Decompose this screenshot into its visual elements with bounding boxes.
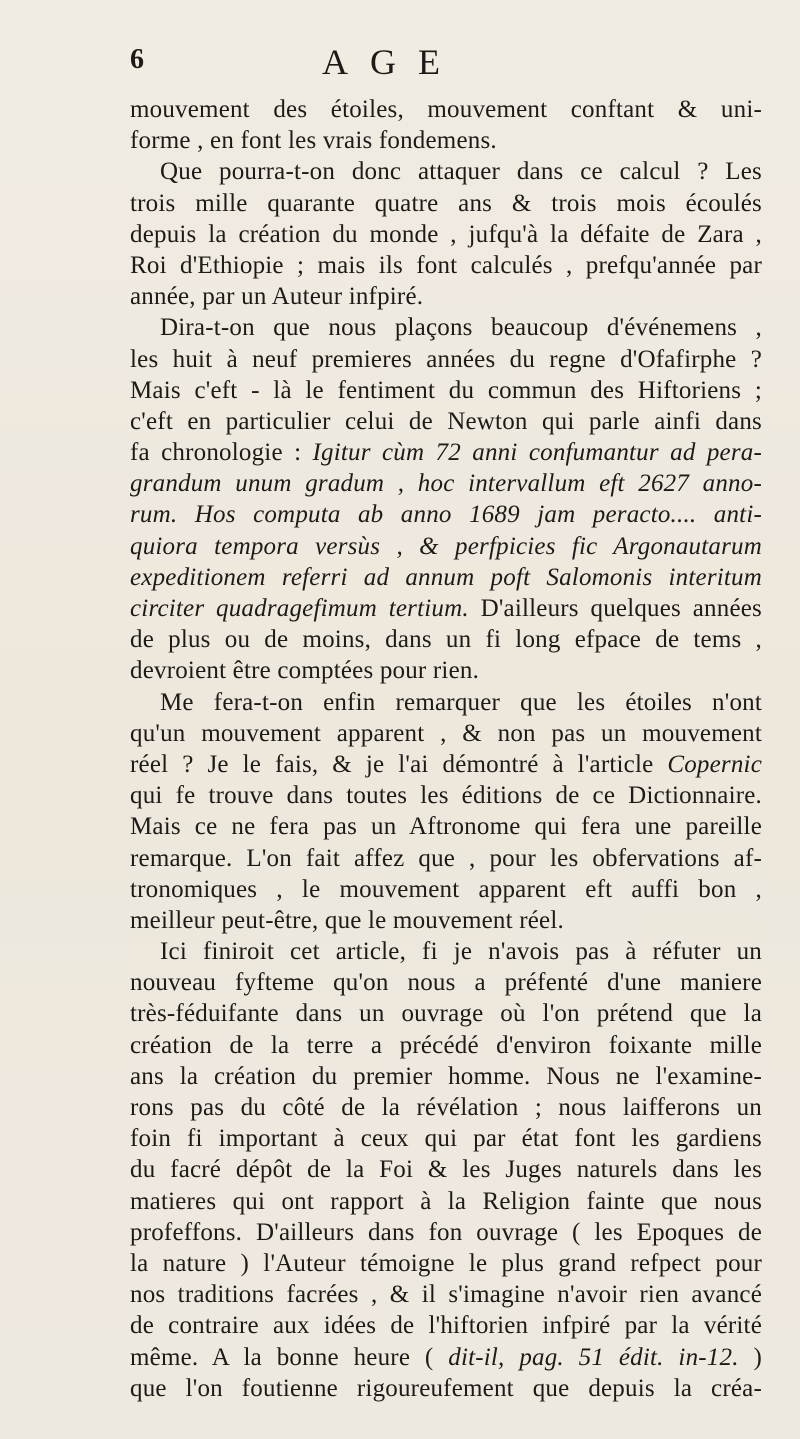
latin-quote-line: rum. Hos computa ab anno 1689 jam peracto.... anti- [130,501,762,529]
text-line: qui fe trouve dans toutes les éditions de ce Dictionnaire. [130,782,762,810]
paragraph [130,687,762,937]
text-line: de plus ou de moins, dans un fi long efpace de tems , [130,626,762,654]
text-line: foin fi important à ceux qui par état font les gardiens [130,1125,762,1153]
text-line: depuis la création du monde , jufqu'à la défaite de Zara , [130,220,762,248]
page-number: 6 [130,44,145,75]
text-line: même. A la bonne heure ( dit-il, pag. 51 édit. in-12. ) [130,1343,762,1371]
text-line: Dira-t-on que nous plaçons beaucoup d'événemens , [160,314,762,342]
text-line: création de la terre a précédé d'environ foixante mille [130,1031,762,1059]
text-line: Roi d'Ethiopie ; mais ils font calculés , prefqu'année par [130,251,762,279]
citation: dit-il, pag. 51 édit. in-12. [448,1343,739,1371]
text-line: trois mille quarante quatre ans & trois mois écoulés [130,189,762,217]
text-line: année, par un Auteur infpiré. [130,283,424,311]
latin-quote: Igitur cùm 72 anni confumantur ad pera- [312,439,762,467]
text-line: meilleur peut-être, que le mouvement réel. [130,906,564,934]
text-line: circiter quadragefimum tertium. D'ailleurs quelques années [130,595,762,622]
page-header [130,44,750,94]
text-line: Ici finiroit cet article, fi je n'avois pas à réfuter un [160,938,762,966]
text-line: remarque. L'on fait affez que , pour les obfervations af- [130,844,762,872]
text-line: Me fera-t-on enfin remarquer que les étoiles n'ont [160,688,762,716]
text-line: nos traditions facrées , & il s'imagine n'avoir rien avancé [130,1281,762,1309]
text-line: ans la création du premier homme. Nous ne l'examine- [130,1062,762,1090]
text-line: que l'on foutienne rigoureufement que depuis la créa- [130,1374,762,1402]
text-line: matieres qui ont rapport à la Religion fainte que nous [130,1187,762,1215]
paragraph [130,312,762,686]
text-line: tronomiques , le mouvement apparent eft auffi bon , [130,875,762,903]
text-line: les huit à neuf premieres années du regne d'Ofafirphe ? [130,345,762,373]
text-line: qu'un mouvement apparent , & non pas un mouvement [130,719,762,747]
text-line: Mais ce ne fera pas un Aftronome qui fera une pareille [130,813,762,841]
text-line: réel ? Je le fais, & je l'ai démontré à l'article Copernic [130,750,762,778]
running-head: AGE [322,42,462,82]
text-line: très-féduifante dans un ouvrage où l'on prétend que la [130,1000,762,1028]
text-line: Mais c'eft - là le fentiment du commun des Hiftoriens ; [130,376,762,404]
text-line: fa chronologie : Igitur cùm 72 anni confumantur ad pera- [130,439,762,467]
text-line: du facré dépôt de la Foi & les Juges naturels dans les [130,1156,762,1184]
paragraph [130,156,762,312]
text-line: mouvement des étoiles, mouvement conftant & uni- [130,96,762,123]
paragraph [130,94,762,156]
latin-quote-line: expeditionem referri ad annum poft Salomonis interitum [130,563,762,591]
text-line: devroient être comptées pour rien. [130,657,480,685]
body-text [130,94,762,1404]
text-line: la nature ) l'Auteur témoigne le plus grand refpect pour [130,1249,762,1277]
article-reference: Copernic [667,750,762,778]
text-line: Que pourra-t-on donc attaquer dans ce calcul ? Les [160,158,762,186]
text-line: nouveau fyfteme qu'on nous a préfenté d'une maniere [130,969,762,997]
latin-quote: circiter quadragefimum tertium. [130,595,469,622]
text-line: de contraire aux idées de l'hiftorien infpiré par la vérité [130,1312,762,1340]
text-line: forme , en font les vrais fondemens. [130,127,497,155]
text-line: c'eft en particulier celui de Newton qui parle ainfi dans [130,407,762,435]
paragraph [130,936,762,1404]
latin-quote-line: grandum unum gradum , hoc intervallum eft 2627 anno- [130,470,762,498]
text-line: profeffons. D'ailleurs dans fon ouvrage ( les Epoques de [130,1218,762,1246]
latin-quote-line: quiora tempora versùs , & perfpicies fic Argonautarum [130,532,762,560]
text-line: rons pas du côté de la révélation ; nous laifferons un [130,1094,762,1121]
